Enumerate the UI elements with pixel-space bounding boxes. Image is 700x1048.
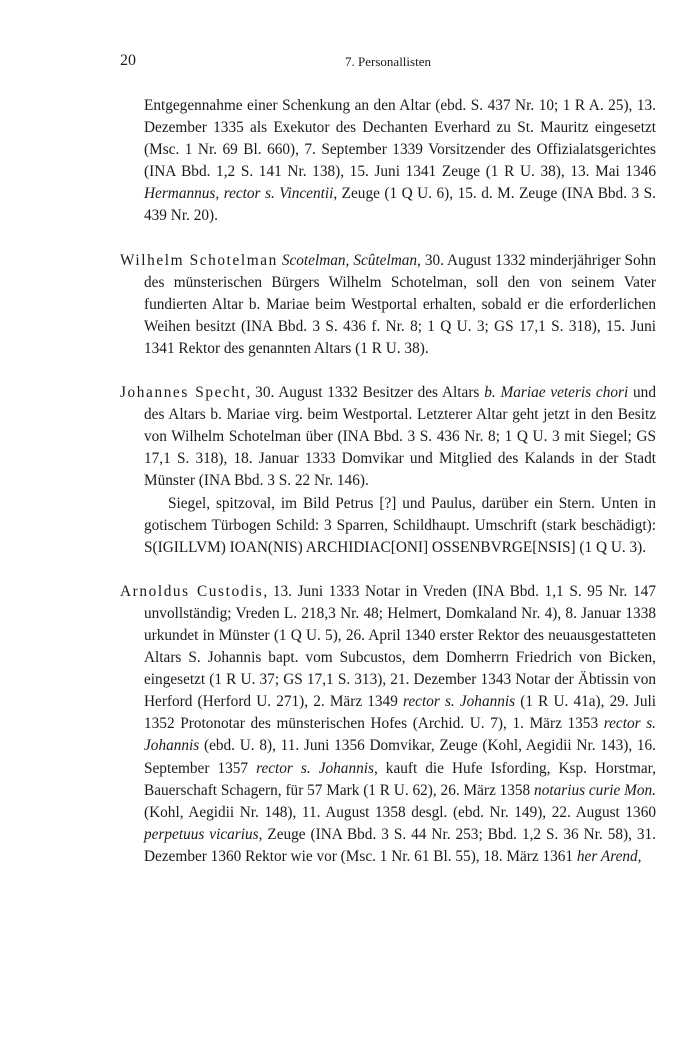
latin-quote: notarius curie Mon. [534, 781, 657, 799]
page-header [120, 52, 656, 76]
latin-quote: perpetuus vicarius [144, 825, 259, 843]
latin-quote: rector s. Johannis [144, 715, 656, 755]
entry-text: Johannes Specht, 30. August 1332 Besitzer des Altars b. Mariae veteris chori und des Altars b. Mariae virg. beim Westportal. Letzterer Altar geht jetzt in den Besitz von Wilhelm Schotelman über (INA Bbd. 3 S. 436 Nr. 8; 1 Q U. 3 mit Siegel; GS 17,1 S. 318), 18. Januar 1333 Domvikar und Mitglied des Kalands in der Stadt Münster (INA Bbd. 3 S. 22 Nr. 146). [120, 384, 656, 490]
latin-quote: rector s. Johannis [402, 693, 516, 711]
page-number: 20 [120, 52, 136, 69]
latin-quote: Hermannus, rector s. Vincentii [144, 185, 334, 203]
seal-description: Siegel, spitzoval, im Bild Petrus [?] und Paulus, darüber ein Stern. Unten in gotischem Türbogen Schild: 3 Sparren, Schildhaupt. Umschrift (stark beschädigt): S(IGILLVM) IOAN(NIS) ARCHIDIAC[ONI] OSSENBVRGE[NSIS] (1 Q U. 3). [144, 494, 656, 556]
entry-text: Wilhelm Schotelman Scotelman, Scûtelman, 30. August 1332 minderjähriger Sohn des münsterischen Bürgers Wilhelm Schotelman, soll den von seinem Vater fundierten Altar b. Mariae beim Westportal erhalten, sobald er die erforderlichen Weihen besitzt (INA Bbd. 3 S. 436 f. Nr. 8; 1 Q U. 3; GS 17,1 S. 318), 15. Juni 1341 Rektor des genannten Altars (1 R U. 38). [120, 251, 656, 357]
entry-continuation [120, 95, 656, 228]
person-name: Arnoldus Custodis [120, 582, 264, 600]
entry-text: Arnoldus Custodis, 13. Juni 1333 Notar in Vreden (INA Bbd. 1,1 S. 95 Nr. 147 unvollständig; Vreden L. 218,3 Nr. 48; Helmert, Domkaland Nr. 4), 8. Januar 1338 urkundet in Münster (1 Q U. 5), 26. April 1340 erster Rektor des neuausgestatteten Altars S. Johannis bapt. vom Subcustos, dem Domherrn Friedrich von Bicken, eingesetzt (1 R U. 37; GS 17,1 S. 313), 21. Dezember 1343 Notar der Äbtissin von Herford (Herford U. 271), 2. März 1349 rector s. Johannis (1 R U. 41a), 29. Juli 1352 Protonotar des münsterischen Hofes (Archid. U. 7), 1. März 1353 rector s. Johannis (ebd. U. 8), 11. Juni 1356 Domvikar, Zeuge (Kohl, Aegidii Nr. 143), 16. September 1357 rector s. Johannis, kauft die Hufe Isfording, Ksp. Horstmar, Bauerschaft Schagern, für 57 Mark (1 R U. 62), 26. März 1358 notarius curie Mon. (Kohl, Aegidii Nr. 148), 11. August 1358 desgl. (ebd. Nr. 149), 22. August 1360 perpetuus vicarius, Zeuge (INA Bbd. 3 S. 44 Nr. 253; Bbd. 1,2 S. 36 Nr. 58), 31. Dezember 1360 Rektor wie vor (Msc. 1 Nr. 61 Bl. 55), 18. März 1361 her Arend, [120, 582, 657, 865]
person-name: Johannes Specht [120, 384, 247, 402]
entry-text: Entgegennahme einer Schenkung an den Altar (ebd. S. 437 Nr. 10; 1 R A. 25), 13. Dezember 1335 als Exekutor des Dechanten Everhard zu St. Mauritz eingesetzt (Msc. 1 Nr. 69 Bl. 660), 7. September 1339 Vorsitzender des Offizialatsgerichtes (INA Bbd. 1,2 S. 141 Nr. 138), 15. Juni 1341 Zeuge (1 R U. 38), 13. Mai 1346 Hermannus, rector s. Vincentii, Zeuge (1 Q U. 6), 15. d. M. Zeuge (INA Bbd. 3 S. 439 Nr. 20). [144, 97, 656, 225]
latin-quote: her Arend, [576, 847, 642, 865]
name-variants: Scotelman, Scûtelman [281, 251, 418, 269]
latin-quote: rector s. Johannis [256, 759, 374, 777]
entry-arnoldus-custodis [120, 581, 656, 868]
page-body [120, 95, 656, 890]
running-head: 7. Personallisten [345, 54, 431, 69]
latin-quote: b. Mariae veteris chori [484, 384, 629, 402]
entry-wilhelm-schotelman [120, 250, 656, 360]
entry-johannes-specht [120, 382, 656, 559]
person-name: Wilhelm Schotelman [120, 251, 278, 269]
